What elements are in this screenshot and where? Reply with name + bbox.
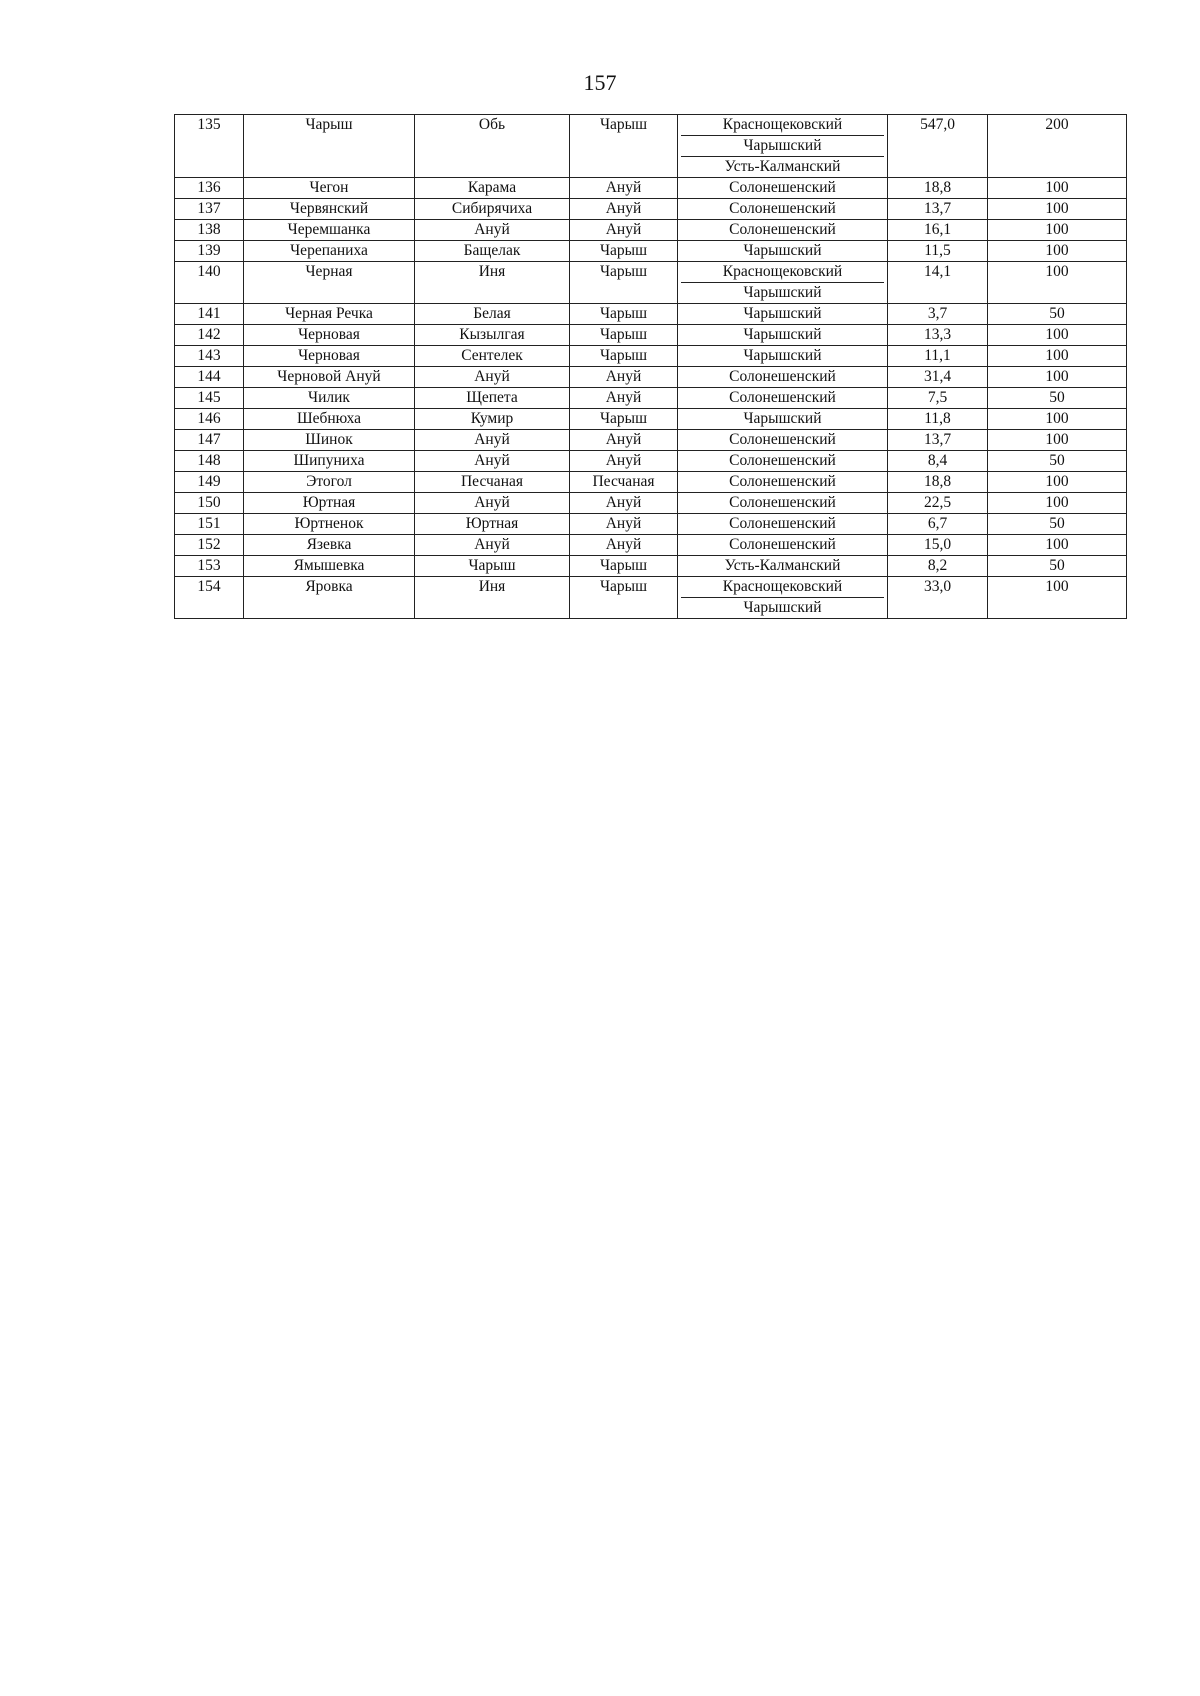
basin-cell: Чарыш bbox=[570, 304, 678, 325]
table-row bbox=[175, 367, 1127, 388]
district-cell bbox=[678, 241, 888, 262]
mouth-cell: Ануй bbox=[415, 451, 570, 472]
basin-cell: Ануй bbox=[570, 178, 678, 199]
district-name: Солонешенский bbox=[729, 494, 836, 511]
zone-width-cell: 100 bbox=[988, 367, 1127, 388]
length-cell: 22,5 bbox=[888, 493, 988, 514]
table-row bbox=[175, 472, 1127, 493]
river-name-cell: Черемшанка bbox=[244, 220, 415, 241]
district-name: Солонешенский bbox=[729, 200, 836, 217]
district-cell bbox=[678, 556, 888, 577]
zone-width-cell: 100 bbox=[988, 220, 1127, 241]
length-cell: 11,1 bbox=[888, 346, 988, 367]
page-number: 157 bbox=[583, 70, 617, 95]
row-number-cell: 148 bbox=[175, 451, 244, 472]
table-row bbox=[175, 262, 1127, 304]
river-name-cell: Юртная bbox=[244, 493, 415, 514]
district-name: Чарышский bbox=[743, 242, 822, 259]
length-cell: 6,7 bbox=[888, 514, 988, 535]
zone-width-cell: 100 bbox=[988, 409, 1127, 430]
district-cell bbox=[678, 220, 888, 241]
district-name: Чарышский bbox=[681, 135, 884, 156]
row-number-cell: 153 bbox=[175, 556, 244, 577]
district-name: Солонешенский bbox=[729, 431, 836, 448]
river-name-cell: Шебнюха bbox=[244, 409, 415, 430]
district-cell bbox=[678, 262, 888, 304]
district-name: Краснощековский bbox=[722, 116, 843, 133]
length-cell: 11,5 bbox=[888, 241, 988, 262]
mouth-cell: Чарыш bbox=[415, 556, 570, 577]
district-name: Краснощековский bbox=[722, 578, 843, 595]
river-name-cell: Чарыш bbox=[244, 115, 415, 178]
zone-width-cell: 50 bbox=[988, 451, 1127, 472]
table-row bbox=[175, 220, 1127, 241]
table-row bbox=[175, 556, 1127, 577]
mouth-cell: Сибирячиха bbox=[415, 199, 570, 220]
basin-cell: Ануй bbox=[570, 535, 678, 556]
row-number-cell: 141 bbox=[175, 304, 244, 325]
river-name-cell: Черепаниха bbox=[244, 241, 415, 262]
district-name: Чарышский bbox=[743, 347, 822, 364]
district-name: Краснощековский bbox=[722, 263, 843, 280]
length-cell: 31,4 bbox=[888, 367, 988, 388]
river-name-cell: Язевка bbox=[244, 535, 415, 556]
district-name: Солонешенский bbox=[729, 452, 836, 469]
zone-width-cell: 100 bbox=[988, 241, 1127, 262]
zone-width-cell: 100 bbox=[988, 430, 1127, 451]
basin-cell: Ануй bbox=[570, 367, 678, 388]
mouth-cell: Бащелак bbox=[415, 241, 570, 262]
row-number-cell: 135 bbox=[175, 115, 244, 178]
mouth-cell: Кызылгая bbox=[415, 325, 570, 346]
river-name-cell: Чегон bbox=[244, 178, 415, 199]
district-name: Чарышский bbox=[681, 597, 884, 618]
row-number-cell: 147 bbox=[175, 430, 244, 451]
river-name-cell: Черная Речка bbox=[244, 304, 415, 325]
river-name-cell: Черновой Ануй bbox=[244, 367, 415, 388]
table-body bbox=[175, 115, 1127, 619]
row-number-cell: 137 bbox=[175, 199, 244, 220]
length-cell: 18,8 bbox=[888, 178, 988, 199]
mouth-cell: Песчаная bbox=[415, 472, 570, 493]
length-cell: 13,3 bbox=[888, 325, 988, 346]
row-number-cell: 154 bbox=[175, 577, 244, 619]
district-cell bbox=[678, 514, 888, 535]
row-number-cell: 146 bbox=[175, 409, 244, 430]
basin-cell: Песчаная bbox=[570, 472, 678, 493]
district-cell bbox=[678, 430, 888, 451]
table-row bbox=[175, 493, 1127, 514]
district-name: Солонешенский bbox=[729, 473, 836, 490]
basin-cell: Ануй bbox=[570, 220, 678, 241]
river-name-cell: Черновая bbox=[244, 346, 415, 367]
district-cell bbox=[678, 325, 888, 346]
mouth-cell: Сентелек bbox=[415, 346, 570, 367]
table-row bbox=[175, 409, 1127, 430]
district-name: Солонешенский bbox=[729, 368, 836, 385]
river-name-cell: Черновая bbox=[244, 325, 415, 346]
zone-width-cell: 100 bbox=[988, 262, 1127, 304]
district-name: Солонешенский bbox=[729, 515, 836, 532]
district-cell bbox=[678, 388, 888, 409]
mouth-cell: Щепета bbox=[415, 388, 570, 409]
table-row bbox=[175, 199, 1127, 220]
basin-cell: Ануй bbox=[570, 514, 678, 535]
row-number-cell: 151 bbox=[175, 514, 244, 535]
district-cell bbox=[678, 115, 888, 178]
table-row bbox=[175, 535, 1127, 556]
river-name-cell: Юртненок bbox=[244, 514, 415, 535]
district-name: Чарышский bbox=[743, 305, 822, 322]
mouth-cell: Обь bbox=[415, 115, 570, 178]
length-cell: 13,7 bbox=[888, 430, 988, 451]
river-name-cell: Шинок bbox=[244, 430, 415, 451]
district-name: Чарышский bbox=[681, 282, 884, 303]
river-name-cell: Яровка bbox=[244, 577, 415, 619]
district-cell bbox=[678, 472, 888, 493]
length-cell: 33,0 bbox=[888, 577, 988, 619]
mouth-cell: Ануй bbox=[415, 430, 570, 451]
length-cell: 8,2 bbox=[888, 556, 988, 577]
river-name-cell: Ямышевка bbox=[244, 556, 415, 577]
table-row bbox=[175, 451, 1127, 472]
length-cell: 3,7 bbox=[888, 304, 988, 325]
district-cell bbox=[678, 493, 888, 514]
mouth-cell: Карама bbox=[415, 178, 570, 199]
district-cell bbox=[678, 367, 888, 388]
mouth-cell: Иня bbox=[415, 577, 570, 619]
basin-cell: Чарыш bbox=[570, 346, 678, 367]
mouth-cell: Ануй bbox=[415, 367, 570, 388]
table-row bbox=[175, 577, 1127, 619]
district-name: Солонешенский bbox=[729, 389, 836, 406]
basin-cell: Чарыш bbox=[570, 556, 678, 577]
river-name-cell: Червянский bbox=[244, 199, 415, 220]
zone-width-cell: 50 bbox=[988, 556, 1127, 577]
row-number-cell: 142 bbox=[175, 325, 244, 346]
table-row bbox=[175, 304, 1127, 325]
mouth-cell: Ануй bbox=[415, 535, 570, 556]
district-name: Чарышский bbox=[743, 326, 822, 343]
basin-cell: Чарыш bbox=[570, 262, 678, 304]
table-row bbox=[175, 178, 1127, 199]
table-row bbox=[175, 346, 1127, 367]
district-cell bbox=[678, 577, 888, 619]
zone-width-cell: 100 bbox=[988, 535, 1127, 556]
mouth-cell: Иня bbox=[415, 262, 570, 304]
table-row bbox=[175, 115, 1127, 178]
district-cell bbox=[678, 199, 888, 220]
zone-width-cell: 100 bbox=[988, 178, 1127, 199]
length-cell: 16,1 bbox=[888, 220, 988, 241]
table-row bbox=[175, 388, 1127, 409]
district-name: Солонешенский bbox=[729, 179, 836, 196]
row-number-cell: 138 bbox=[175, 220, 244, 241]
zone-width-cell: 100 bbox=[988, 199, 1127, 220]
row-number-cell: 140 bbox=[175, 262, 244, 304]
row-number-cell: 143 bbox=[175, 346, 244, 367]
zone-width-cell: 100 bbox=[988, 577, 1127, 619]
length-cell: 8,4 bbox=[888, 451, 988, 472]
row-number-cell: 144 bbox=[175, 367, 244, 388]
table-row bbox=[175, 325, 1127, 346]
row-number-cell: 150 bbox=[175, 493, 244, 514]
basin-cell: Ануй bbox=[570, 493, 678, 514]
district-cell bbox=[678, 409, 888, 430]
zone-width-cell: 200 bbox=[988, 115, 1127, 178]
basin-cell: Чарыш bbox=[570, 241, 678, 262]
basin-cell: Чарыш bbox=[570, 577, 678, 619]
zone-width-cell: 100 bbox=[988, 472, 1127, 493]
mouth-cell: Юртная bbox=[415, 514, 570, 535]
basin-cell: Ануй bbox=[570, 430, 678, 451]
district-name: Чарышский bbox=[743, 410, 822, 427]
table-row bbox=[175, 514, 1127, 535]
zone-width-cell: 100 bbox=[988, 346, 1127, 367]
basin-cell: Чарыш bbox=[570, 409, 678, 430]
district-name: Солонешенский bbox=[729, 536, 836, 553]
basin-cell: Чарыш bbox=[570, 325, 678, 346]
district-name: Усть-Калманский bbox=[681, 156, 884, 177]
river-name-cell: Этогол bbox=[244, 472, 415, 493]
river-name-cell: Шипуниха bbox=[244, 451, 415, 472]
row-number-cell: 139 bbox=[175, 241, 244, 262]
row-number-cell: 136 bbox=[175, 178, 244, 199]
length-cell: 14,1 bbox=[888, 262, 988, 304]
district-name: Усть-Калманский bbox=[724, 557, 841, 574]
table-row bbox=[175, 241, 1127, 262]
zone-width-cell: 50 bbox=[988, 304, 1127, 325]
row-number-cell: 149 bbox=[175, 472, 244, 493]
rivers-table bbox=[174, 114, 1127, 619]
mouth-cell: Ануй bbox=[415, 220, 570, 241]
length-cell: 547,0 bbox=[888, 115, 988, 178]
district-cell bbox=[678, 178, 888, 199]
district-cell bbox=[678, 304, 888, 325]
district-cell bbox=[678, 451, 888, 472]
mouth-cell: Белая bbox=[415, 304, 570, 325]
zone-width-cell: 50 bbox=[988, 388, 1127, 409]
district-cell bbox=[678, 535, 888, 556]
river-name-cell: Чилик bbox=[244, 388, 415, 409]
table-row bbox=[175, 430, 1127, 451]
zone-width-cell: 50 bbox=[988, 514, 1127, 535]
mouth-cell: Ануй bbox=[415, 493, 570, 514]
length-cell: 18,8 bbox=[888, 472, 988, 493]
zone-width-cell: 100 bbox=[988, 325, 1127, 346]
row-number-cell: 152 bbox=[175, 535, 244, 556]
basin-cell: Ануй bbox=[570, 199, 678, 220]
basin-cell: Чарыш bbox=[570, 115, 678, 178]
basin-cell: Ануй bbox=[570, 388, 678, 409]
district-name: Солонешенский bbox=[729, 221, 836, 238]
zone-width-cell: 100 bbox=[988, 493, 1127, 514]
river-name-cell: Черная bbox=[244, 262, 415, 304]
length-cell: 15,0 bbox=[888, 535, 988, 556]
row-number-cell: 145 bbox=[175, 388, 244, 409]
mouth-cell: Кумир bbox=[415, 409, 570, 430]
length-cell: 13,7 bbox=[888, 199, 988, 220]
district-cell bbox=[678, 346, 888, 367]
length-cell: 7,5 bbox=[888, 388, 988, 409]
length-cell: 11,8 bbox=[888, 409, 988, 430]
basin-cell: Ануй bbox=[570, 451, 678, 472]
